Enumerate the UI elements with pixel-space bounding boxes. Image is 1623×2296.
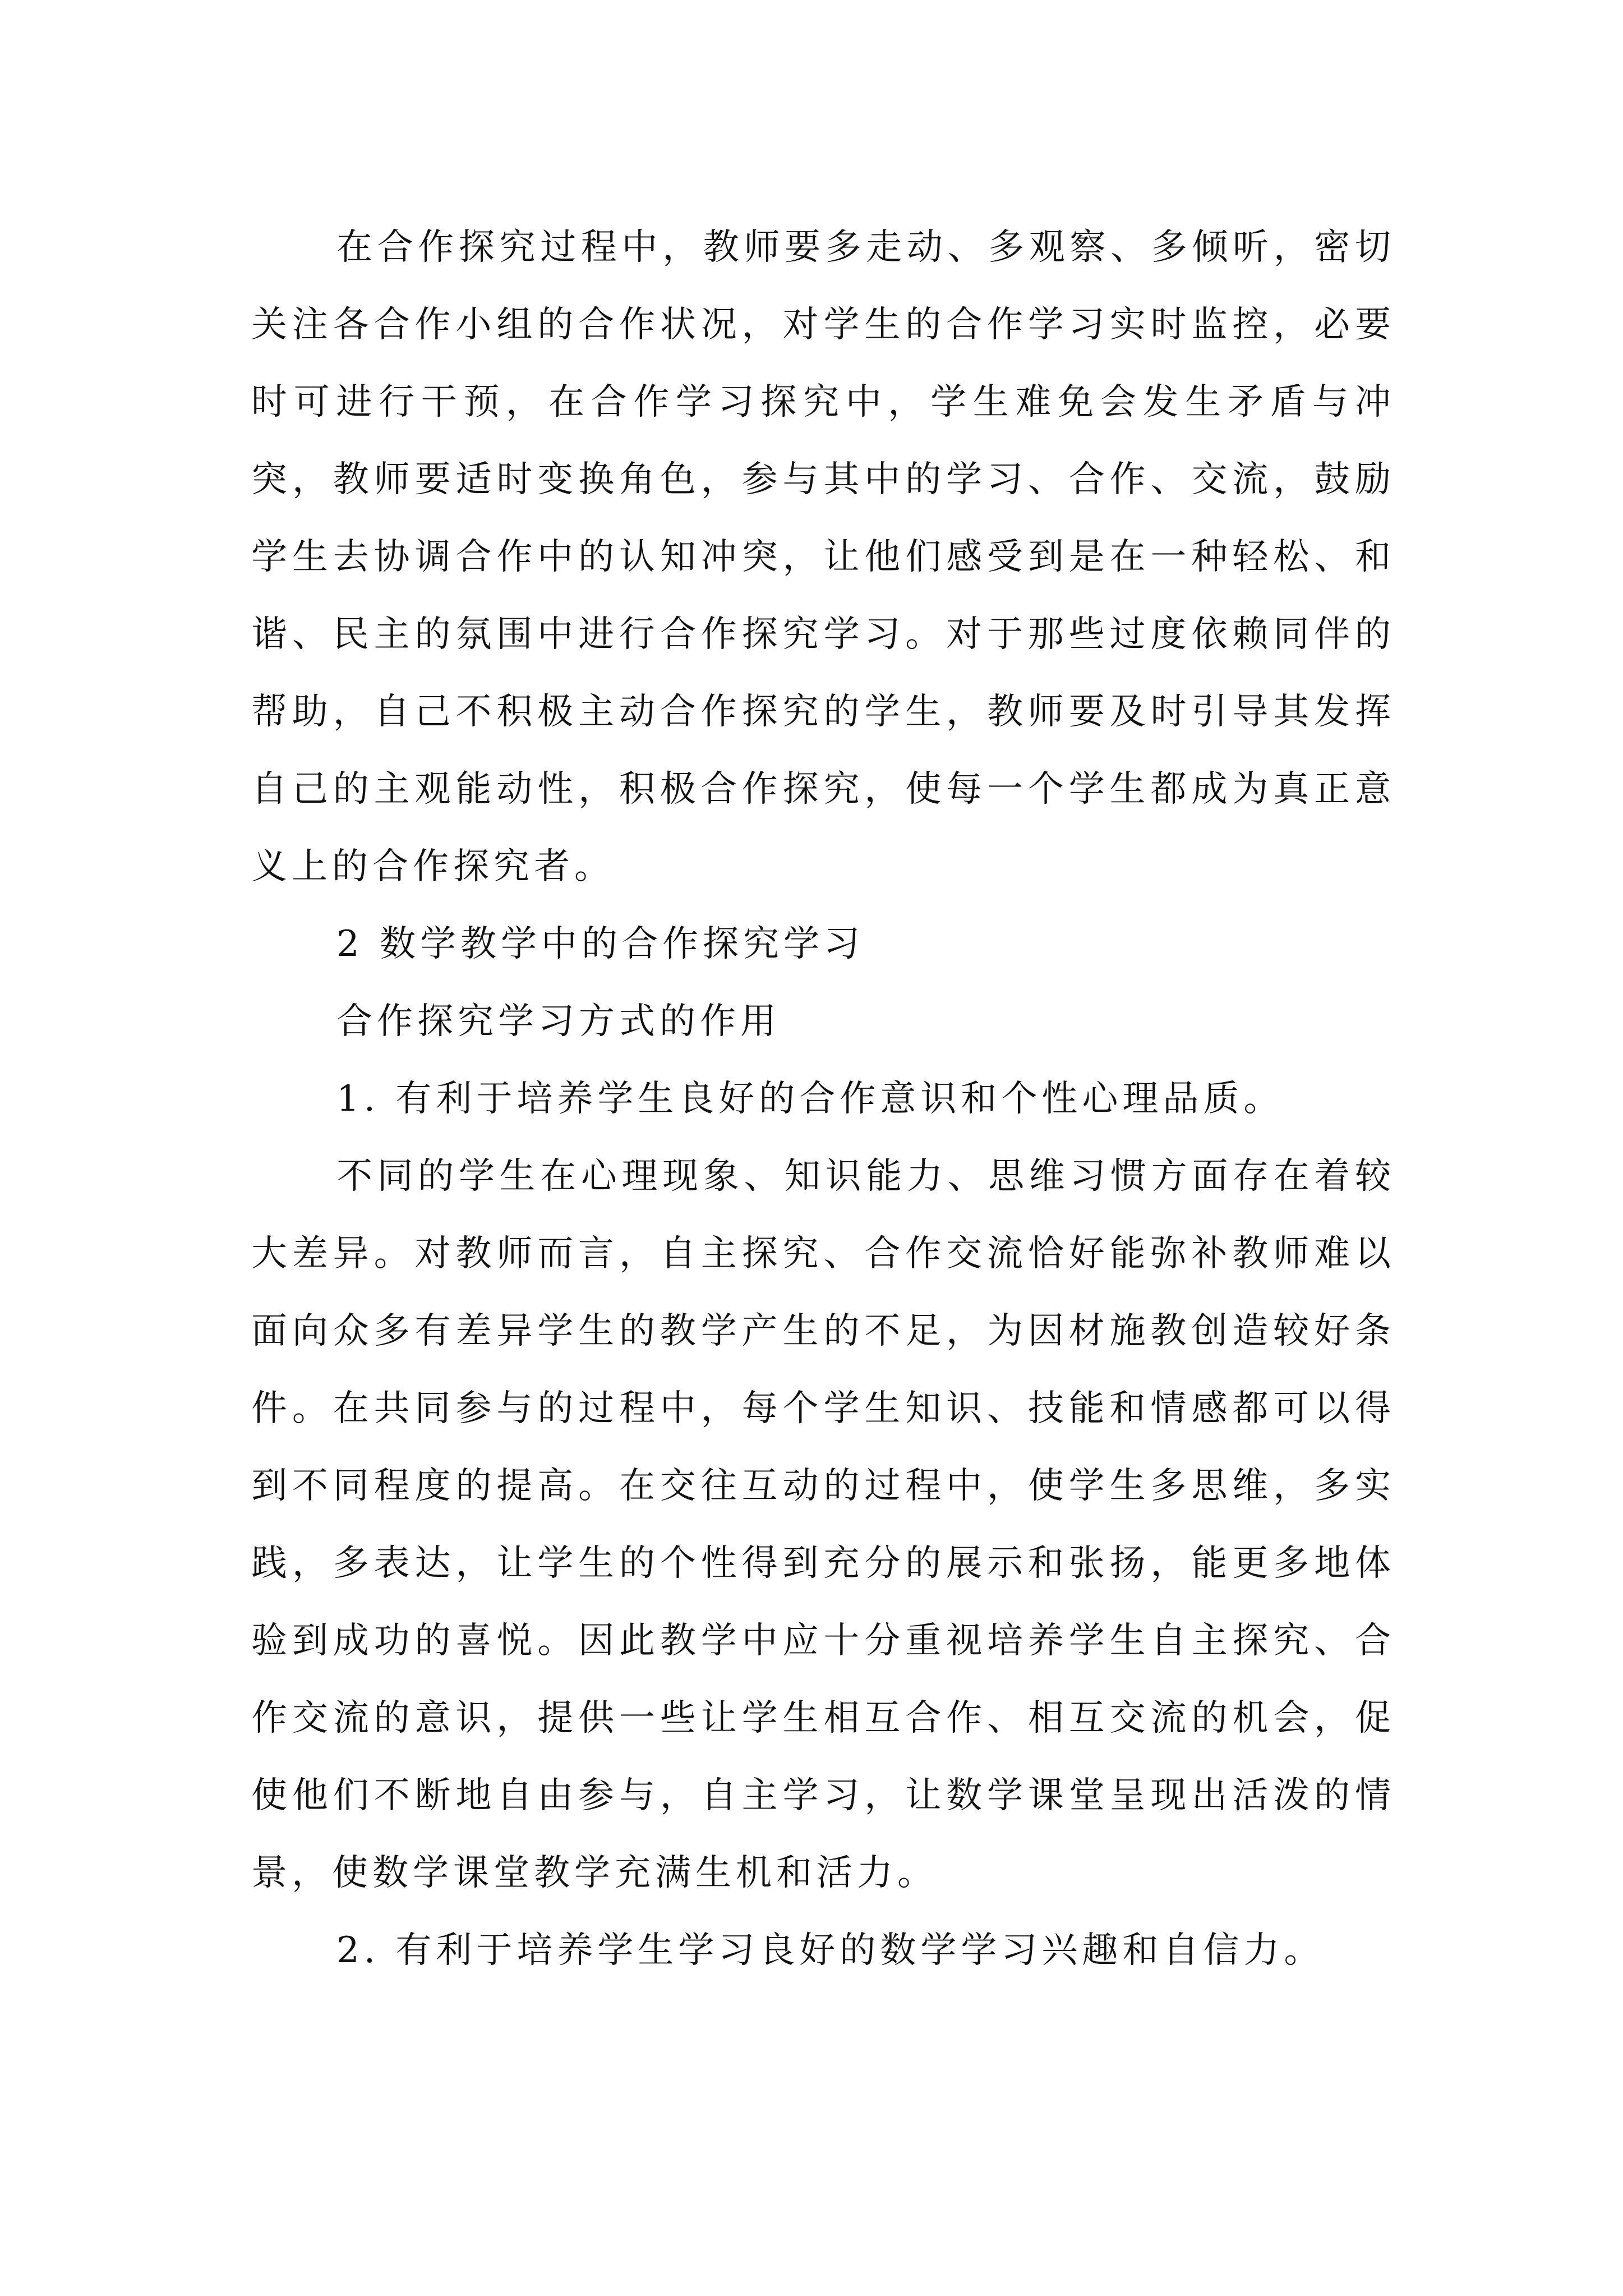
section-heading-math-cooperative-learning: 2 数学教学中的合作探究学习 — [336, 923, 865, 965]
point-heading-1: 1. 有利于培养学生良好的合作意识和个性心理品质。 — [336, 1078, 1284, 1120]
document-body — [251, 209, 1395, 1989]
point-heading-2: 2. 有利于培养学生学习良好的数学学习兴趣和自信力。 — [336, 1930, 1325, 1971]
paragraph-student-differences: 不同的学生在心理现象、知识能力、思维习惯方面存在着较大差异。对教师而言，自主探究、合作交流恰好能弥补教师难以面向众多有差异学生的教学产生的不足，为因材施教创造较好条件。在共同参与的过程中，每个学生知识、技能和情感都可以得到不同程度的提高。在交往互动的过程中，使学生多思维，多实践，多表达，让学生的个性得到充分的展示和张扬，能更多地体验到成功的喜悦。因此教学中应十分重视培养学生自主探究、合作交流的意识，提供一些让学生相互合作、相互交流的机会，促使他们不断地自由参与，自主学习，让数学课堂呈现出活泼的情景，使数学课堂教学充满生机和活力。 — [251, 1156, 1395, 1894]
subheading-role-of-cooperative-learning: 合作探究学习方式的作用 — [336, 1001, 781, 1042]
paragraph-cooperative-monitoring: 在合作探究过程中，教师要多走动、多观察、多倾听，密切关注各合作小组的合作状况，对学生的合作学习实时监控，必要时可进行干预，在合作学习探究中，学生难免会发生矛盾与冲突，教师要适时变换角色，参与其中的学习、合作、交流，鼓励学生去协调合作中的认知冲突，让他们感受到是在一种轻松、和谐、民主的氛围中进行合作探究学习。对于那些过度依赖同伴的帮助，自己不积极主动合作探究的学生，教师要及时引导其发挥自己的主观能动性，积极合作探究，使每一个学生都成为真正意义上的合作探究者。 — [251, 227, 1395, 887]
